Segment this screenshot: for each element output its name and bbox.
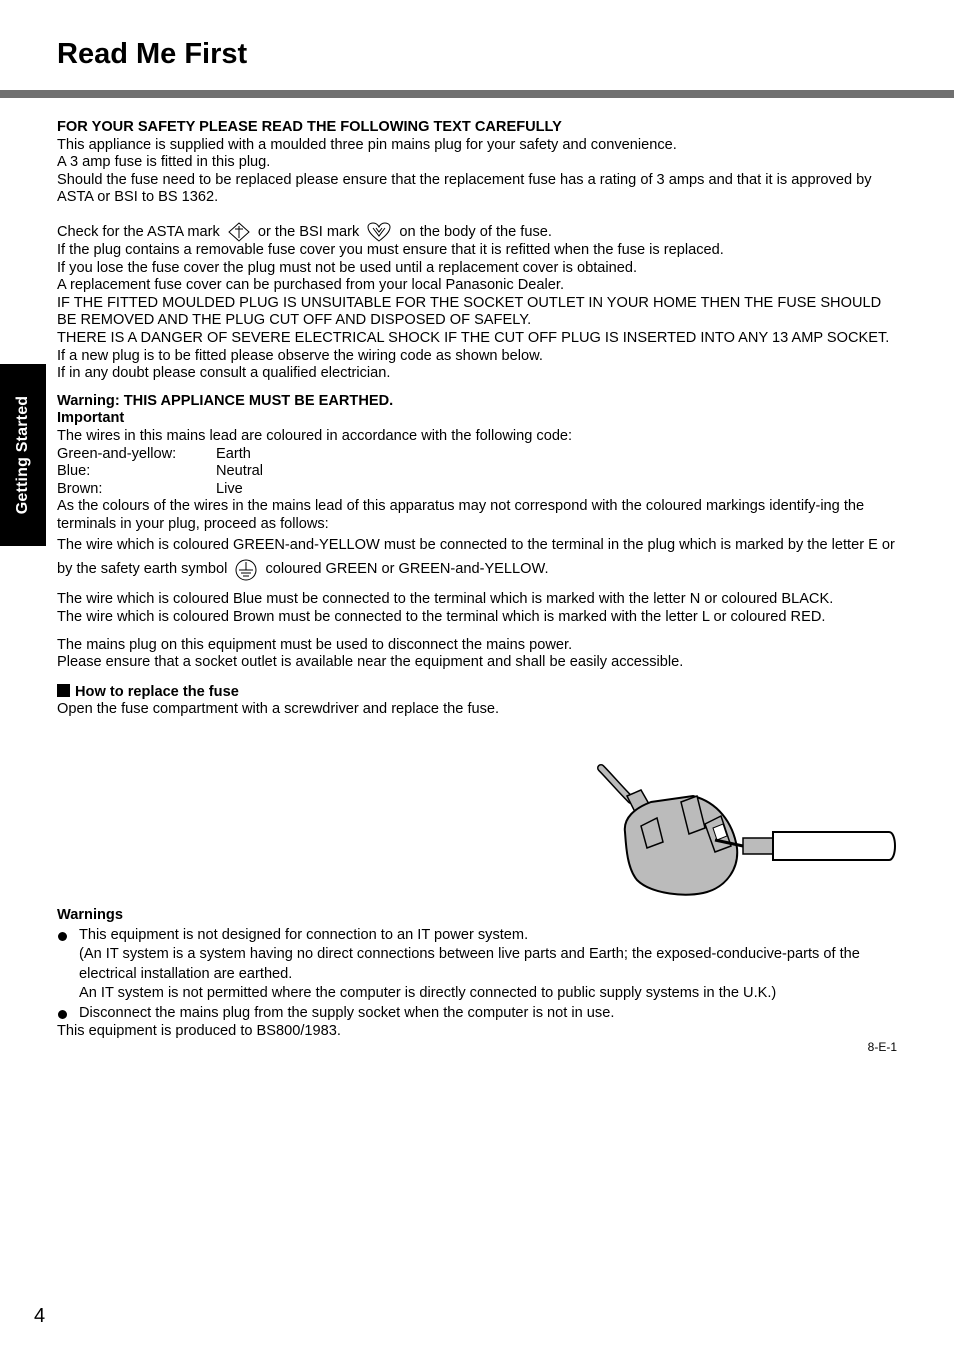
safety-paragraph: If a new plug is to be fitted please observe the wiring code as shown below. xyxy=(57,347,543,364)
fuse-instructions: Open the fuse compartment with a screwdriver and replace the fuse. xyxy=(57,701,500,718)
earthing-paragraph: As the colours of the wires in the mains lead of this apparatus may not correspond with the coloured markings identify-ing the terminals in your plug, proceed as follows: xyxy=(57,498,865,532)
reference-code: 8-E-1 xyxy=(867,1040,897,1054)
safety-heading: FOR YOUR SAFETY PLEASE READ THE FOLLOWING TEXT CAREFULLY xyxy=(57,119,562,135)
black-square-icon xyxy=(57,684,70,697)
bullet-icon xyxy=(57,1004,79,1024)
warnings-heading: Warnings xyxy=(57,907,123,923)
asta-mark-icon xyxy=(228,222,250,242)
bullet-icon xyxy=(57,926,79,946)
earthing-paragraph: The mains plug on this equipment must be used to disconnect the mains power. xyxy=(57,636,573,653)
safety-paragraph: A 3 amp fuse is fitted in this plug. xyxy=(57,154,271,171)
list-item: This equipment is not designed for connection to an IT power system. xyxy=(57,926,899,946)
wire-code-row: Green-and-yellow: Earth xyxy=(57,445,251,462)
safety-paragraph: THERE IS A DANGER OF SEVERE ELECTRICAL SHOCK IF THE CUT OFF PLUG IS INSERTED INTO ANY 13 AMP SOCKET. xyxy=(57,329,890,346)
safety-paragraph: This appliance is supplied with a moulded three pin mains plug for your safety and convenience. xyxy=(57,136,677,153)
page-title: Read Me First xyxy=(57,38,248,70)
wire-code-row: Blue: Neutral xyxy=(57,463,264,480)
safety-paragraph: If the plug contains a removable fuse cover you must ensure that it is refitted when the fuse is replaced. xyxy=(57,241,724,258)
side-tab xyxy=(0,364,46,546)
earthing-paragraph: The wire which is coloured Brown must be connected to the terminal which is marked with the letter L or coloured RED. xyxy=(57,609,826,626)
list-item-detail: An IT system is not permitted where the computer is directly connected to public supply systems in the U.K.) xyxy=(79,985,777,1001)
bsi-mark-icon xyxy=(367,222,391,242)
page-number: 4 xyxy=(34,1305,46,1327)
wire-code-intro: The wires in this mains lead are coloured in accordance with the following code: xyxy=(57,427,573,444)
standard-note: This equipment is produced to BS800/1983. xyxy=(57,1023,341,1039)
earthing-paragraph: Please ensure that a socket outlet is available near the equipment and shall be easily accessible. xyxy=(57,654,684,671)
safety-paragraph: If in any doubt please consult a qualified electrician. xyxy=(57,365,391,382)
side-tab-label: Getting Started xyxy=(14,395,31,515)
important-label: Important xyxy=(57,410,125,427)
plug-screwdriver-illustration xyxy=(597,762,899,900)
earth-symbol-icon xyxy=(235,559,257,581)
list-item: Disconnect the mains plug from the supply socket when the computer is not in use. xyxy=(57,1004,899,1024)
list-item-detail: (An IT system is a system having no direct connections between live parts and Earth; the exposed-conducive-parts of the electrical installation are earthed. xyxy=(79,946,860,982)
safety-paragraph: IF THE FITTED MOULDED PLUG IS UNSUITABLE FOR THE SOCKET OUTLET IN YOUR HOME THEN THE FUSE SHOULD BE REMOVED AND THE PLUG CUT OFF AND DISPOSED OF SAFELY. xyxy=(57,294,882,329)
safety-paragraph: If you lose the fuse cover the plug must not be used until a replacement cover is obtained. xyxy=(57,259,638,276)
warnings-section xyxy=(57,906,899,1040)
earthing-warning: Warning: THIS APPLIANCE MUST BE EARTHED. xyxy=(57,392,394,409)
fuse-heading: How to replace the fuse xyxy=(57,684,899,702)
mark-check-line: Check for the ASTA mark or the BSI mark on the body of the fuse. xyxy=(57,222,899,242)
wire-code-row: Brown: Live xyxy=(57,480,243,497)
earth-symbol-line: The wire which is coloured GREEN-and-YELLOW must be connected to the terminal in the plug which is marked by the letter E or by the safety earth symbol coloured GREEN or GREEN-and-YELLOW. xyxy=(57,533,899,581)
safety-paragraph: Should the fuse need to be replaced please ensure that the replacement fuse has a rating of 3 amps and that it is approved by ASTA or BSI to BS 1362. xyxy=(57,171,872,206)
main-content xyxy=(57,119,899,719)
earthing-paragraph: The wire which is coloured Blue must be connected to the terminal which is marked with the letter N or coloured BLACK. xyxy=(57,591,834,608)
title-rule xyxy=(0,90,954,98)
safety-paragraph: A replacement fuse cover can be purchased from your local Panasonic Dealer. xyxy=(57,277,565,294)
